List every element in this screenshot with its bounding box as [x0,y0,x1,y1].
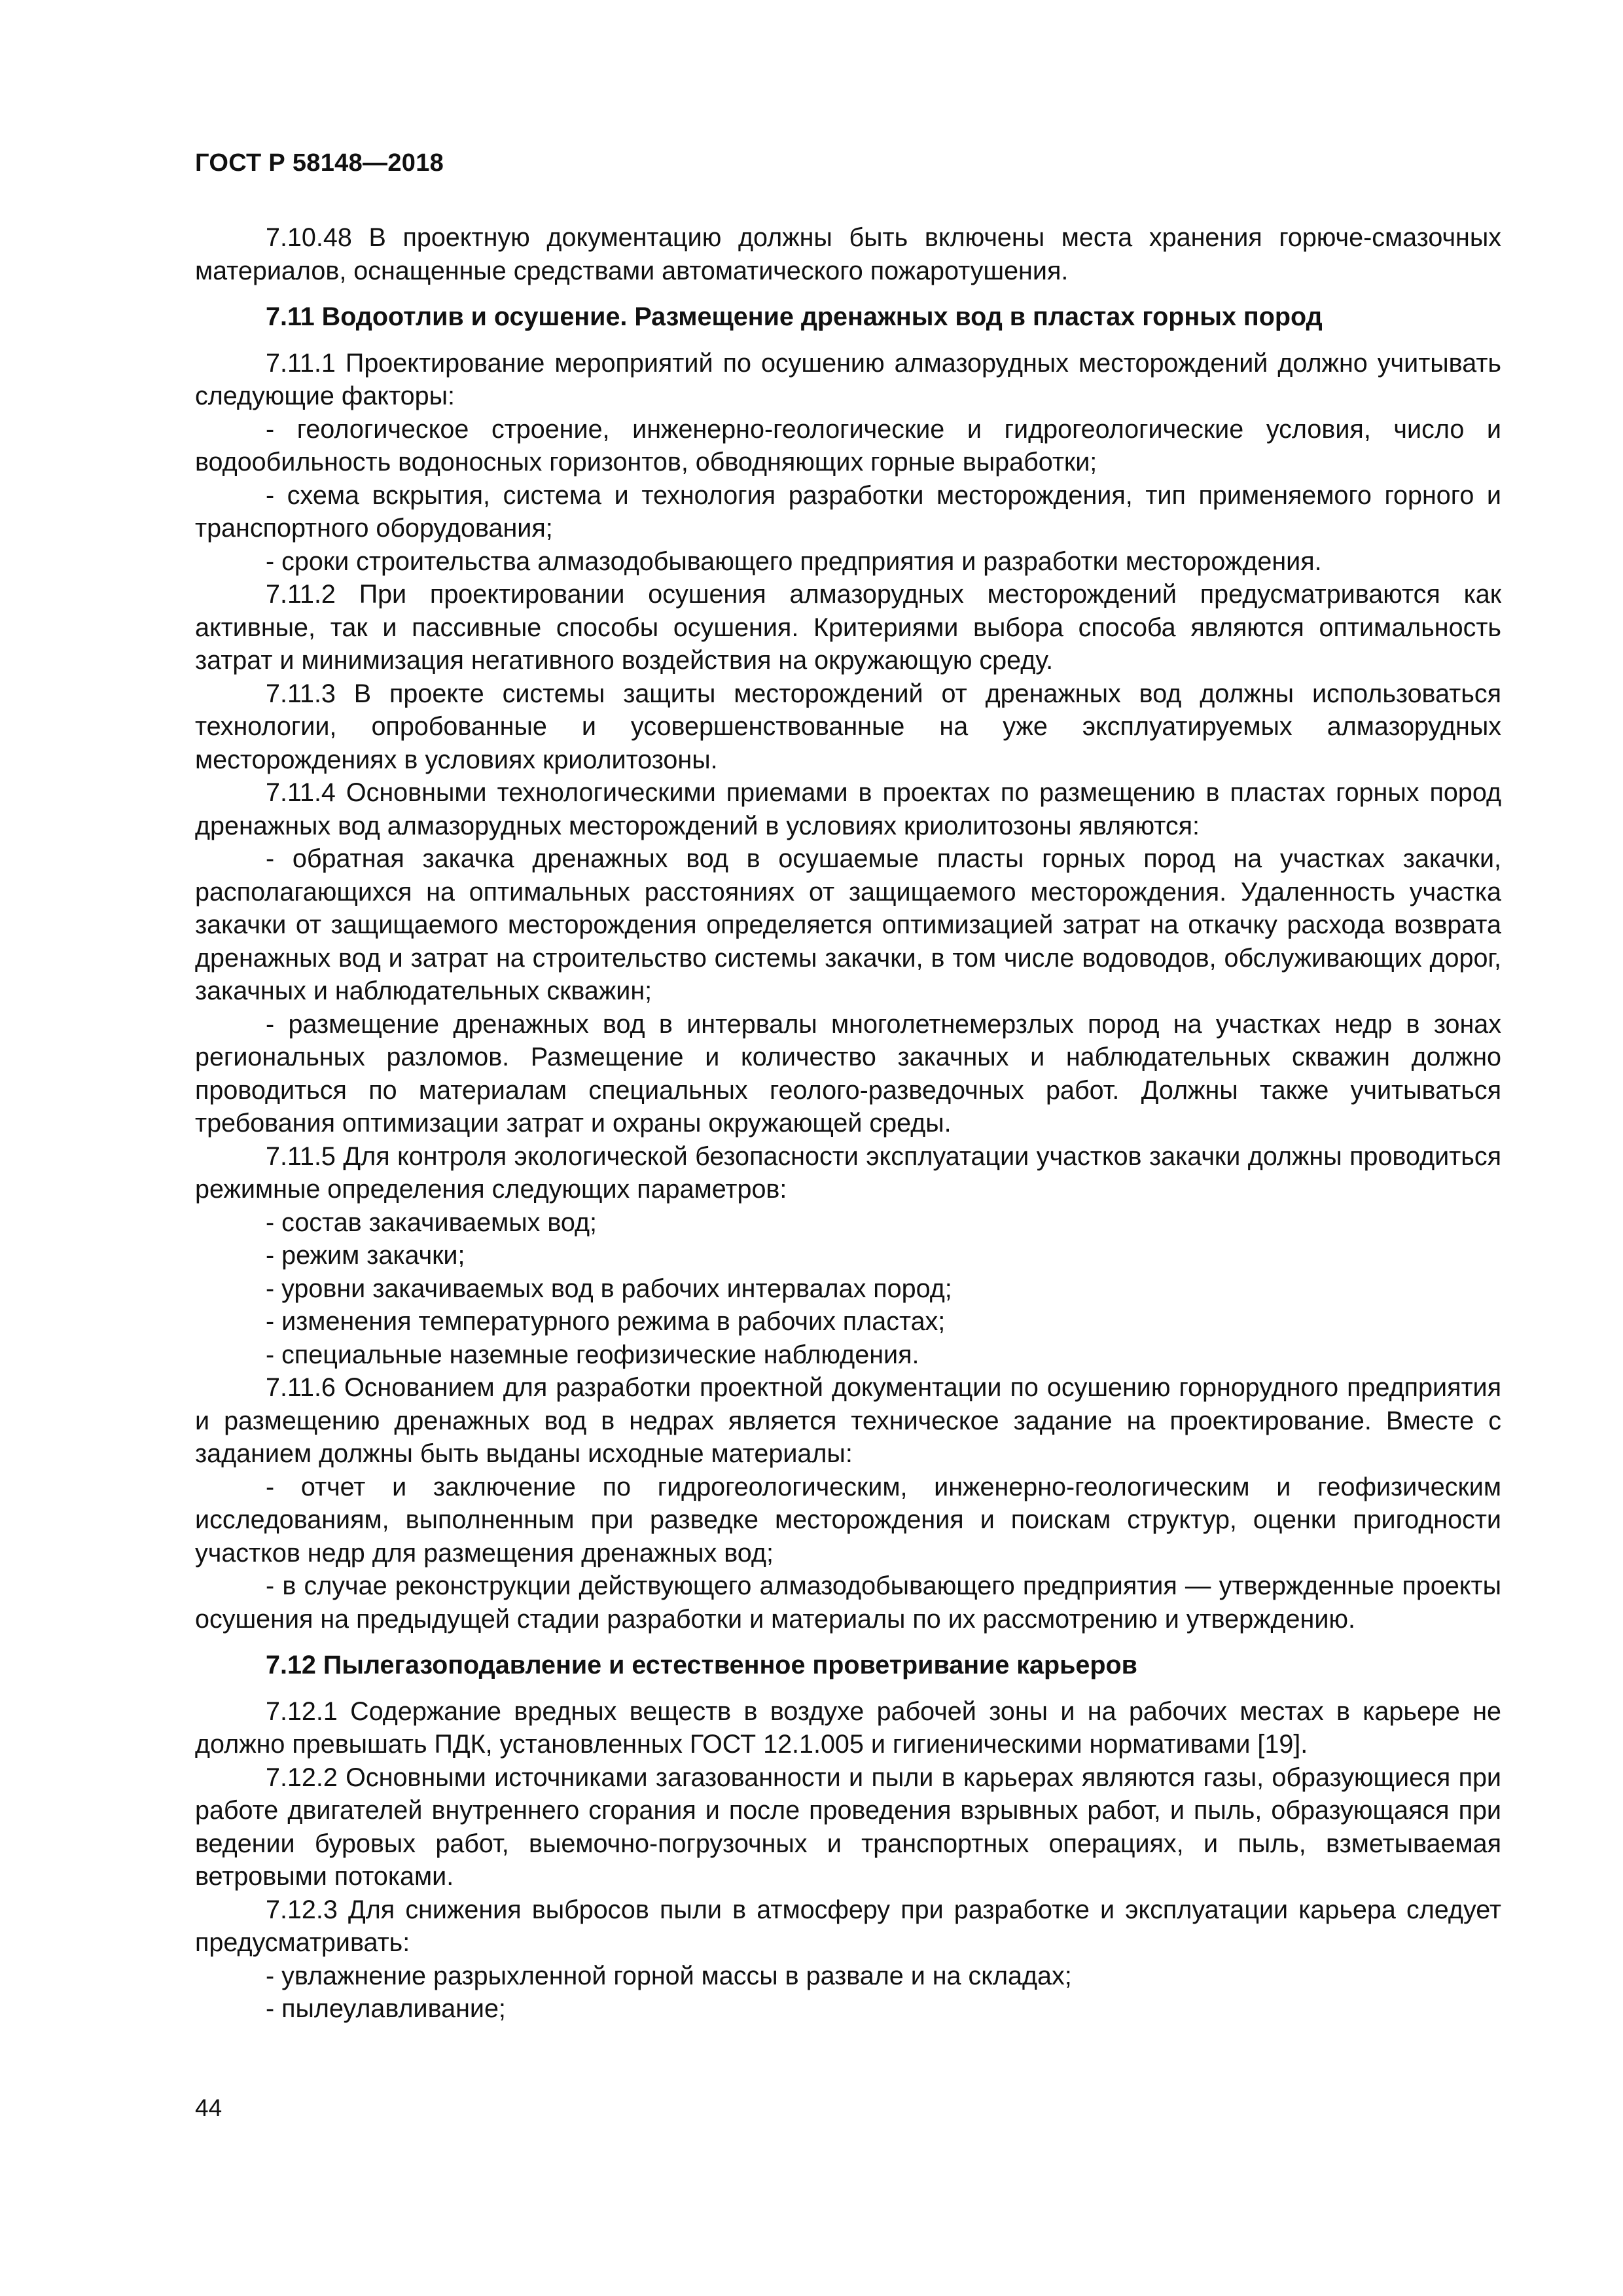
document-header: ГОСТ Р 58148—2018 [195,149,444,177]
document-body [195,221,1501,2026]
list-item: - уровни закачиваемых вод в рабочих интервалах пород; [266,1274,952,1303]
section-heading: 7.11 Водоотлив и осушение. Размещение дренажных вод в пластах горных пород [266,302,1323,331]
list-item: - изменения температурного режима в рабочих пластах; [266,1307,946,1336]
list-item: - геологическое строение, инженерно-геологические и гидрогеологические условия, число и водообильность водоносных горизонтов, обводняющих горные выработки; [195,414,1501,476]
paragraph: 7.12.1 Содержание вредных веществ в воздухе рабочей зоны и на рабочих местах в карьере не должно превышать ПДК, установленных ГОСТ 12.1.005 и гигиеническими нормативами [19]. [195,1696,1501,1759]
list-item: - размещение дренажных вод в интервалы многолетнемерзлых пород на участках недр в зонах региональных разломов. Размещение и количество закачных и наблюдательных скважин должно проводиться по материалам специальных геолого-разведочных работ. Должны также учитываться требования оптимизации затрат и охраны окружающей среды. [195,1009,1501,1138]
list-item: - обратная закачка дренажных вод в осушаемые пласты горных пород на участках закачки, располагающихся на оптимальных расстояниях от защищаемого месторождения. Удаленность участка закачки от защищаемого месторождения определяется оптимизацией затрат на откачку расхода возврата дренажных вод и затрат на строительство системы закачки, в том числе водоводов, обслуживающих дорог, закачных и наблюдательных скважин; [195,844,1501,1005]
page-number: 44 [195,2094,223,2121]
list-item: - схема вскрытия, система и технология разработки месторождения, тип применяемого горного и транспортного оборудования; [195,480,1501,543]
paragraph: 7.11.1 Проектирование мероприятий по осушению алмазорудных месторождений должно учитывать следующие факторы: [195,348,1501,410]
list-item: - в случае реконструкции действующего алмазодобывающего предприятия — утвержденные проекты осушения на предыдущей стадии разработки и материалы по их рассмотрению и утверждению. [195,1571,1501,1634]
list-item: - отчет и заключение по гидрогеологическим, инженерно-геологическим и геофизическим исследованиям, выполненным при разведке месторождения и поискам структур, оценки пригодности участков недр для размещения дренажных вод; [195,1472,1501,1568]
paragraph: 7.12.3 Для снижения выбросов пыли в атмосферу при разработке и эксплуатации карьера следует предусматривать: [195,1895,1501,1957]
section-heading: 7.12 Пылегазоподавление и естественное проветривание карьеров [266,1651,1137,1679]
paragraph: 7.11.6 Основанием для разработки проектной документации по осушению горнорудного предприятия и размещению дренажных вод в недрах является техническое задание на проектирование. Вместе с заданием должны быть выданы исходные материалы: [195,1373,1501,1468]
paragraph: 7.12.2 Основными источниками загазованности и пыли в карьерах являются газы, образующиеся при работе двигателей внутреннего сгорания и после проведения взрывных работ, и пыль, образующаяся при ведении буровых работ, выемочно-погрузочных и транспортных операциях, и пыль, взметываемая ветровыми потоками. [195,1763,1501,1891]
list-item: - увлажнение разрыхленной горной массы в развале и на складах; [266,1961,1072,1990]
list-item: - сроки строительства алмазодобывающего предприятия и разработки месторождения. [266,547,1322,576]
list-item: - состав закачиваемых вод; [266,1208,597,1237]
paragraph: 7.10.48 В проектную документацию должны быть включены места хранения горюче-смазочных материалов, оснащенные средствами автоматического пожаротушения. [195,223,1501,285]
paragraph: 7.11.5 Для контроля экологической безопасности эксплуатации участков закачки должны проводиться режимные определения следующих параметров: [195,1141,1501,1204]
list-item: - специальные наземные геофизические наблюдения. [266,1340,919,1369]
paragraph: 7.11.4 Основными технологическими приемами в проектах по размещению в пластах горных пород дренажных вод алмазорудных месторождений в условиях криолитозоны являются: [195,778,1501,840]
list-item: - режим закачки; [266,1241,465,1270]
paragraph: 7.11.2 При проектировании осушения алмазорудных месторождений предусматриваются как активные, так и пассивные способы осушения. Критериями выбора способа являются оптимальность затрат и минимизация негативного воздействия на окружающую среду. [195,580,1501,675]
list-item: - пылеулавливание; [266,1994,506,2023]
paragraph: 7.11.3 В проекте системы защиты месторождений от дренажных вод должны использоваться технологии, опробованные и усовершенствованные на уже эксплуатируемых алмазорудных месторождениях в условиях криолитозоны. [195,679,1501,774]
